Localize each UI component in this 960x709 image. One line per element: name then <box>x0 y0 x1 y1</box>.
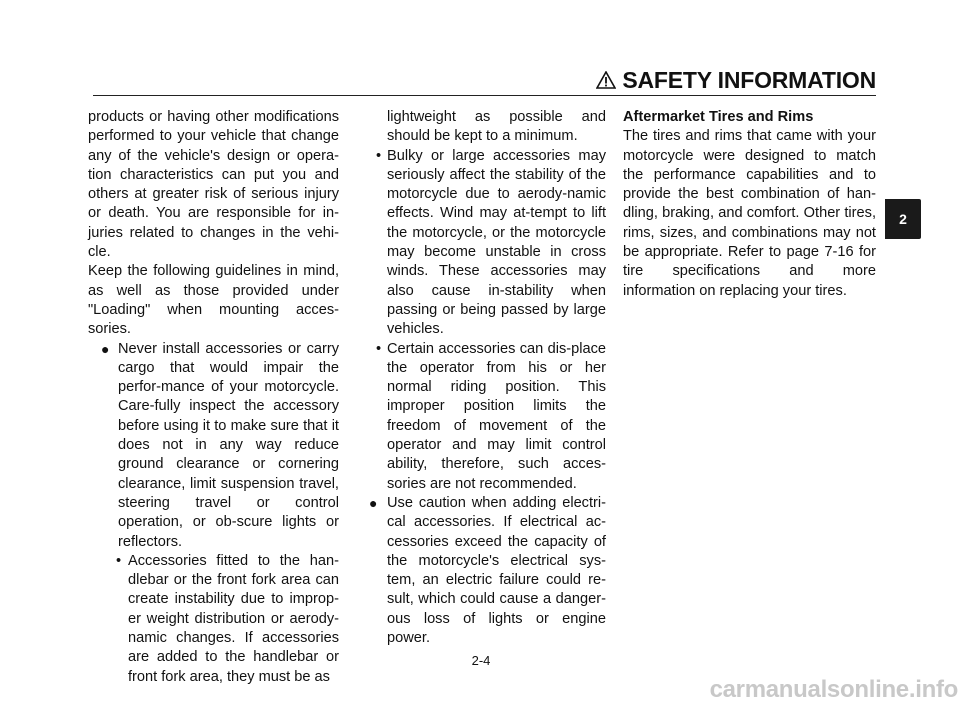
intro-paragraph: products or having other modifications performed to your vehicle that change any of the vehicle's design or opera-tion characteristics can put you and others at greater risk of serious injury or death. You are responsible for in-juries related to changes in the vehi-cle. <box>88 109 339 261</box>
sub-bullet-item <box>363 147 606 340</box>
dot-bullet-icon: • <box>376 147 382 164</box>
chapter-tab[interactable]: 2 <box>885 199 921 239</box>
sub-bullet-text: Bulky or large accessories may seriously affect the stability of the motorcycle due to aerody-namic effects. Wind may at-tempt to lift the motorcycle, or the motorcycle may become unstable in cross winds. These accessories may also cause in-stability when passing or being passed by large vehicles. <box>387 147 606 338</box>
sub-bullet-text: Certain accessories can dis-place the operator from his or her normal riding position. This improper position limits the freedom of movement of the operator and may limit control ability, therefore, such acces-sories are not recommended. <box>387 340 606 492</box>
round-bullet-icon: ● <box>101 340 110 357</box>
round-bullet-icon: ● <box>369 494 378 511</box>
sub-bullet-item <box>363 340 606 494</box>
dot-bullet-icon: • <box>376 340 382 357</box>
guidelines-paragraph: Keep the following guidelines in mind, as well as those provided under "Loading" when mounting acces-sories. <box>88 263 339 338</box>
page-header <box>560 66 876 94</box>
bullet-text: Use caution when adding electri-cal accessories. If electrical ac-cessories exceed the capacity of the motorcycle's electrical sys-tem, an electric failure could re-sult, which could cause a danger-ous loss of lights or engine power. <box>387 494 606 647</box>
column-1 <box>88 108 339 687</box>
sub-bullet-item <box>88 552 339 687</box>
bullet-text: Never install accessories or carry cargo that would impair the perfor-mance of your motorcycle. Care-fully inspect the accessory before using it to make sure that it does not in any way reduce ground clearance or cornering clearance, limit suspension travel, steering travel or control operation, or ob-scure lights or reflectors. <box>118 340 339 550</box>
page-number: 2-4 <box>471 653 491 668</box>
column-3 <box>623 108 876 301</box>
column-2 <box>363 108 606 648</box>
bullet-item <box>363 494 606 648</box>
warning-triangle-icon <box>596 71 616 89</box>
tires-paragraph: The tires and rims that came with your motorcycle were designed to match the performance capabilities and to provide the best combination of han-dling, braking, and comfort. Other tires, rims, sizes, and combinations may not be appropriate. Refer to page 7-16 for tire specifications and more information on replacing your tires. <box>623 128 876 299</box>
dot-bullet-icon: • <box>116 552 122 569</box>
header-rule <box>93 95 876 96</box>
section-title: SAFETY INFORMATION <box>622 66 876 93</box>
watermark: carmanualsonline.info <box>709 676 958 703</box>
continued-text: lightweight as possible and should be kept to a minimum. <box>387 109 606 145</box>
sub-bullet-text: Accessories fitted to the han-dlebar or the front fork area can create instability due to improp-er weight distribution or aerody-namic changes. If accessories are added to the handlebar or front fork area, they must be as <box>128 552 339 685</box>
section-heading: Aftermarket Tires and Rims <box>623 109 814 125</box>
bullet-item <box>88 340 339 552</box>
